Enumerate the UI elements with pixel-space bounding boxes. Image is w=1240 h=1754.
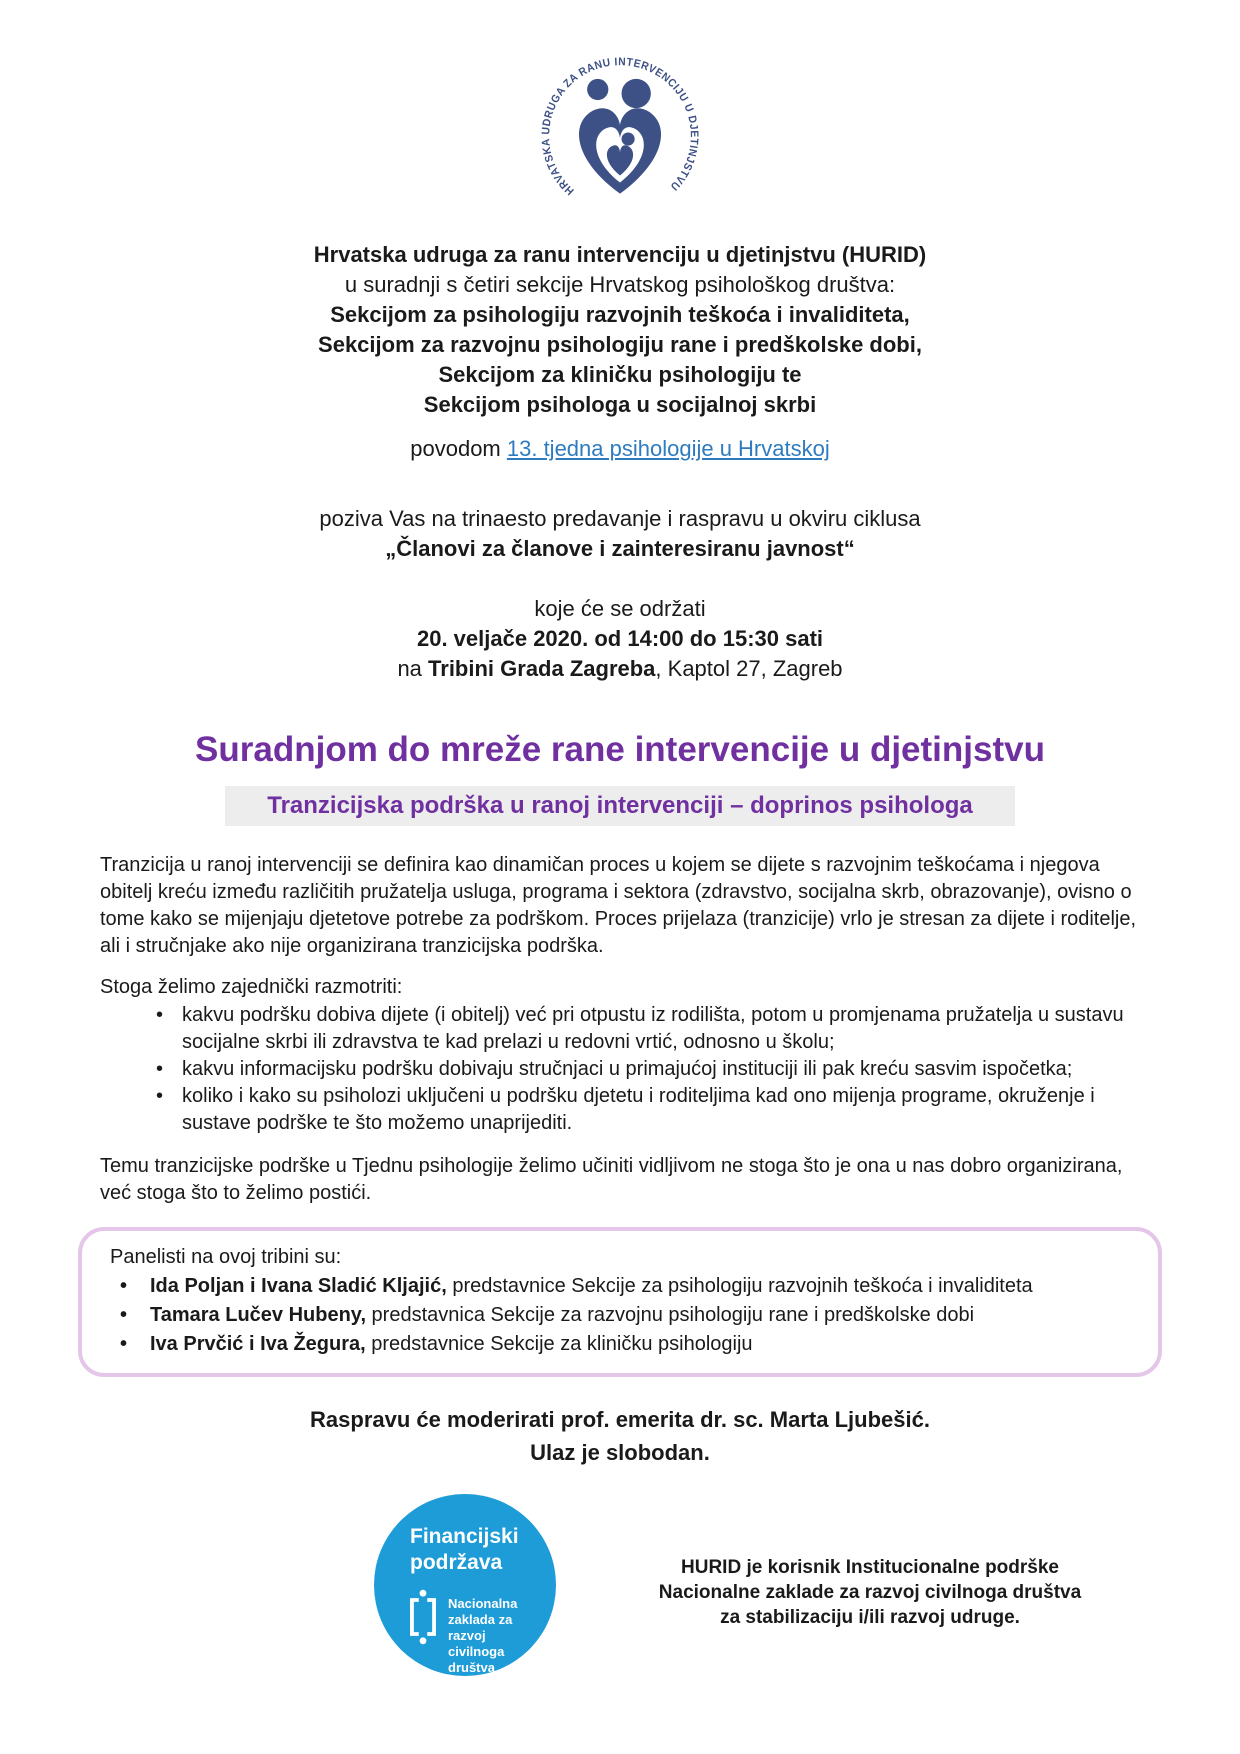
hurid-logo-icon [534, 50, 706, 222]
invite-line: poziva Vas na trinaesto predavanje i raspravu u okviru ciklusa [319, 506, 921, 531]
occasion-line [100, 434, 1140, 464]
note-line: HURID je korisnik Institucionalne podrške [681, 1557, 1059, 1578]
event-location [100, 654, 1140, 684]
held-line: koje će se održati [534, 596, 706, 621]
section-line: Sekcijom za razvojnu psihologiju rane i predškolske dobi, [318, 332, 922, 357]
note-line: za stabilizaciju i/ili razvoj udruge. [720, 1607, 1020, 1628]
panelists-intro: Panelisti na ovoj tribini su: [110, 1246, 342, 1268]
location-suffix: , Kaptol 27, Zagreb [655, 656, 843, 681]
panelists-list [100, 1272, 1134, 1359]
body-block [100, 852, 1140, 1469]
psychology-week-link[interactable]: 13. tjedna psihologije u Hrvatskoj [506, 436, 830, 461]
org-title: Hrvatska udruga za ranu intervenciju u djetinjstvu (HURID) [313, 242, 927, 267]
panelist-names: Tamara Lučev Hubeny, [150, 1304, 366, 1326]
panelist-desc: predstavnica Sekcije za razvojnu psihologiju rane i predškolske dobi [366, 1304, 975, 1326]
invitation-block [100, 504, 1140, 684]
badge-org-name: Nacionalna zaklada za razvoj civilnoga društva [448, 1596, 518, 1675]
bracket-icon [406, 1586, 440, 1648]
panelist-item [120, 1330, 1134, 1359]
panelist-item [120, 1272, 1134, 1301]
page-title: Suradnjom do mreže rane intervencije u djetinjstvu [195, 730, 1045, 769]
panelist-desc: predstavnice Sekcije za psihologiju razvojnih teškoća i invaliditeta [446, 1275, 1033, 1297]
event-datetime: 20. veljače 2020. od 14:00 do 15:30 sati [416, 626, 824, 651]
panelist-desc: predstavnice Sekcije za kliničku psihologiju [365, 1333, 753, 1355]
paragraph-goal: Temu tranzicijske podrške u Tjednu psihologije želimo učiniti vidljivom ne stoga što je ona u nas dobro organizirana, već stoga što to želimo postići. [100, 1155, 1123, 1204]
panelists-box [78, 1227, 1162, 1377]
list-item: • kakvu podršku dobiva dijete (i obitelj) već pri otpustu iz rodilišta, potom u promjenama pružatelja u sustavu socijalne skrbi ili zdravstva te kad prelazi u redovni vrtić, odnosno u školu; [156, 1002, 1140, 1056]
location-prefix: na [397, 656, 429, 681]
family-heart-icon [579, 79, 661, 194]
list-item: • kakvu informacijsku podršku dobivaju stručnjaci u primajućoj instituciji ili pak kreću sasvim ispočetka; [156, 1056, 1140, 1083]
subtitle-wrap [100, 786, 1140, 826]
page-subtitle: Tranzicijska podrška u ranoj intervenciji – doprinos psihologa [225, 786, 1015, 826]
moderator-block [100, 1403, 1140, 1469]
paragraph-intro: Stoga želimo zajednički razmotriti: [100, 976, 403, 998]
location-venue: Tribini Grada Zagreba [428, 656, 656, 681]
section-line: Sekcijom psihologa u socijalnoj skrbi [423, 392, 817, 417]
logo-circular-text: HRVATSKA UDRUGA ZA RANU INTERVENCIJU U DJETINJSTVU [540, 56, 700, 197]
financial-support-badge [374, 1494, 556, 1676]
note-line: Nacionalne zaklade za razvoj civilnoga društva [658, 1582, 1082, 1603]
institutional-support-note [640, 1555, 1100, 1630]
cooperation-line: u suradnji s četiri sekcije Hrvatskog psihološkog društva: [344, 272, 896, 297]
list-item: • koliko i kako su psiholozi uključeni u podršku djetetu i roditeljima kad ono mijenja programe, okruženje i sustave podrške te što možemo unaprijediti. [156, 1083, 1140, 1137]
header-block [100, 240, 1140, 464]
footer-block [0, 1469, 1240, 1754]
topics-list [100, 1002, 1140, 1137]
paragraph-definition: Tranzicija u ranoj intervenciji se definira kao dinamičan proces u kojem se dijete s razvojnim teškoćama i njegova obitelj kreću između različitih pružatelja usluga, programa i sektora (zdravstvo, socijalna skrb, obrazovanje), ovisno o tome kako se mijenjaju djetetove potrebe za podrškom. Proces prijelaza (tranzicije) vrlo je stresan za dijete i roditelje, ali i stručnjake ako nije organizirana tranzicijska podrška. [100, 854, 1137, 957]
occasion-prefix: povodom [410, 436, 507, 461]
cycle-name: „Članovi za članove i zainteresiranu javnost“ [385, 536, 855, 561]
panelist-item [120, 1301, 1134, 1330]
free-entry-line: Ulaz je slobodan. [530, 1440, 710, 1465]
hurid-logo [0, 0, 1240, 222]
panelist-names: Iva Prvčić i Iva Žegura, [150, 1333, 366, 1355]
panelist-names: Ida Poljan i Ivana Sladić Kljajić, [150, 1275, 447, 1297]
badge-title: Financijski podržava [410, 1525, 519, 1574]
moderator-line: Raspravu će moderirati prof. emerita dr. sc. Marta Ljubešić. [310, 1407, 930, 1432]
section-line: Sekcijom za psihologiju razvojnih teškoća i invaliditeta, [330, 302, 910, 327]
section-line: Sekcijom za kliničku psihologiju te [438, 362, 802, 387]
